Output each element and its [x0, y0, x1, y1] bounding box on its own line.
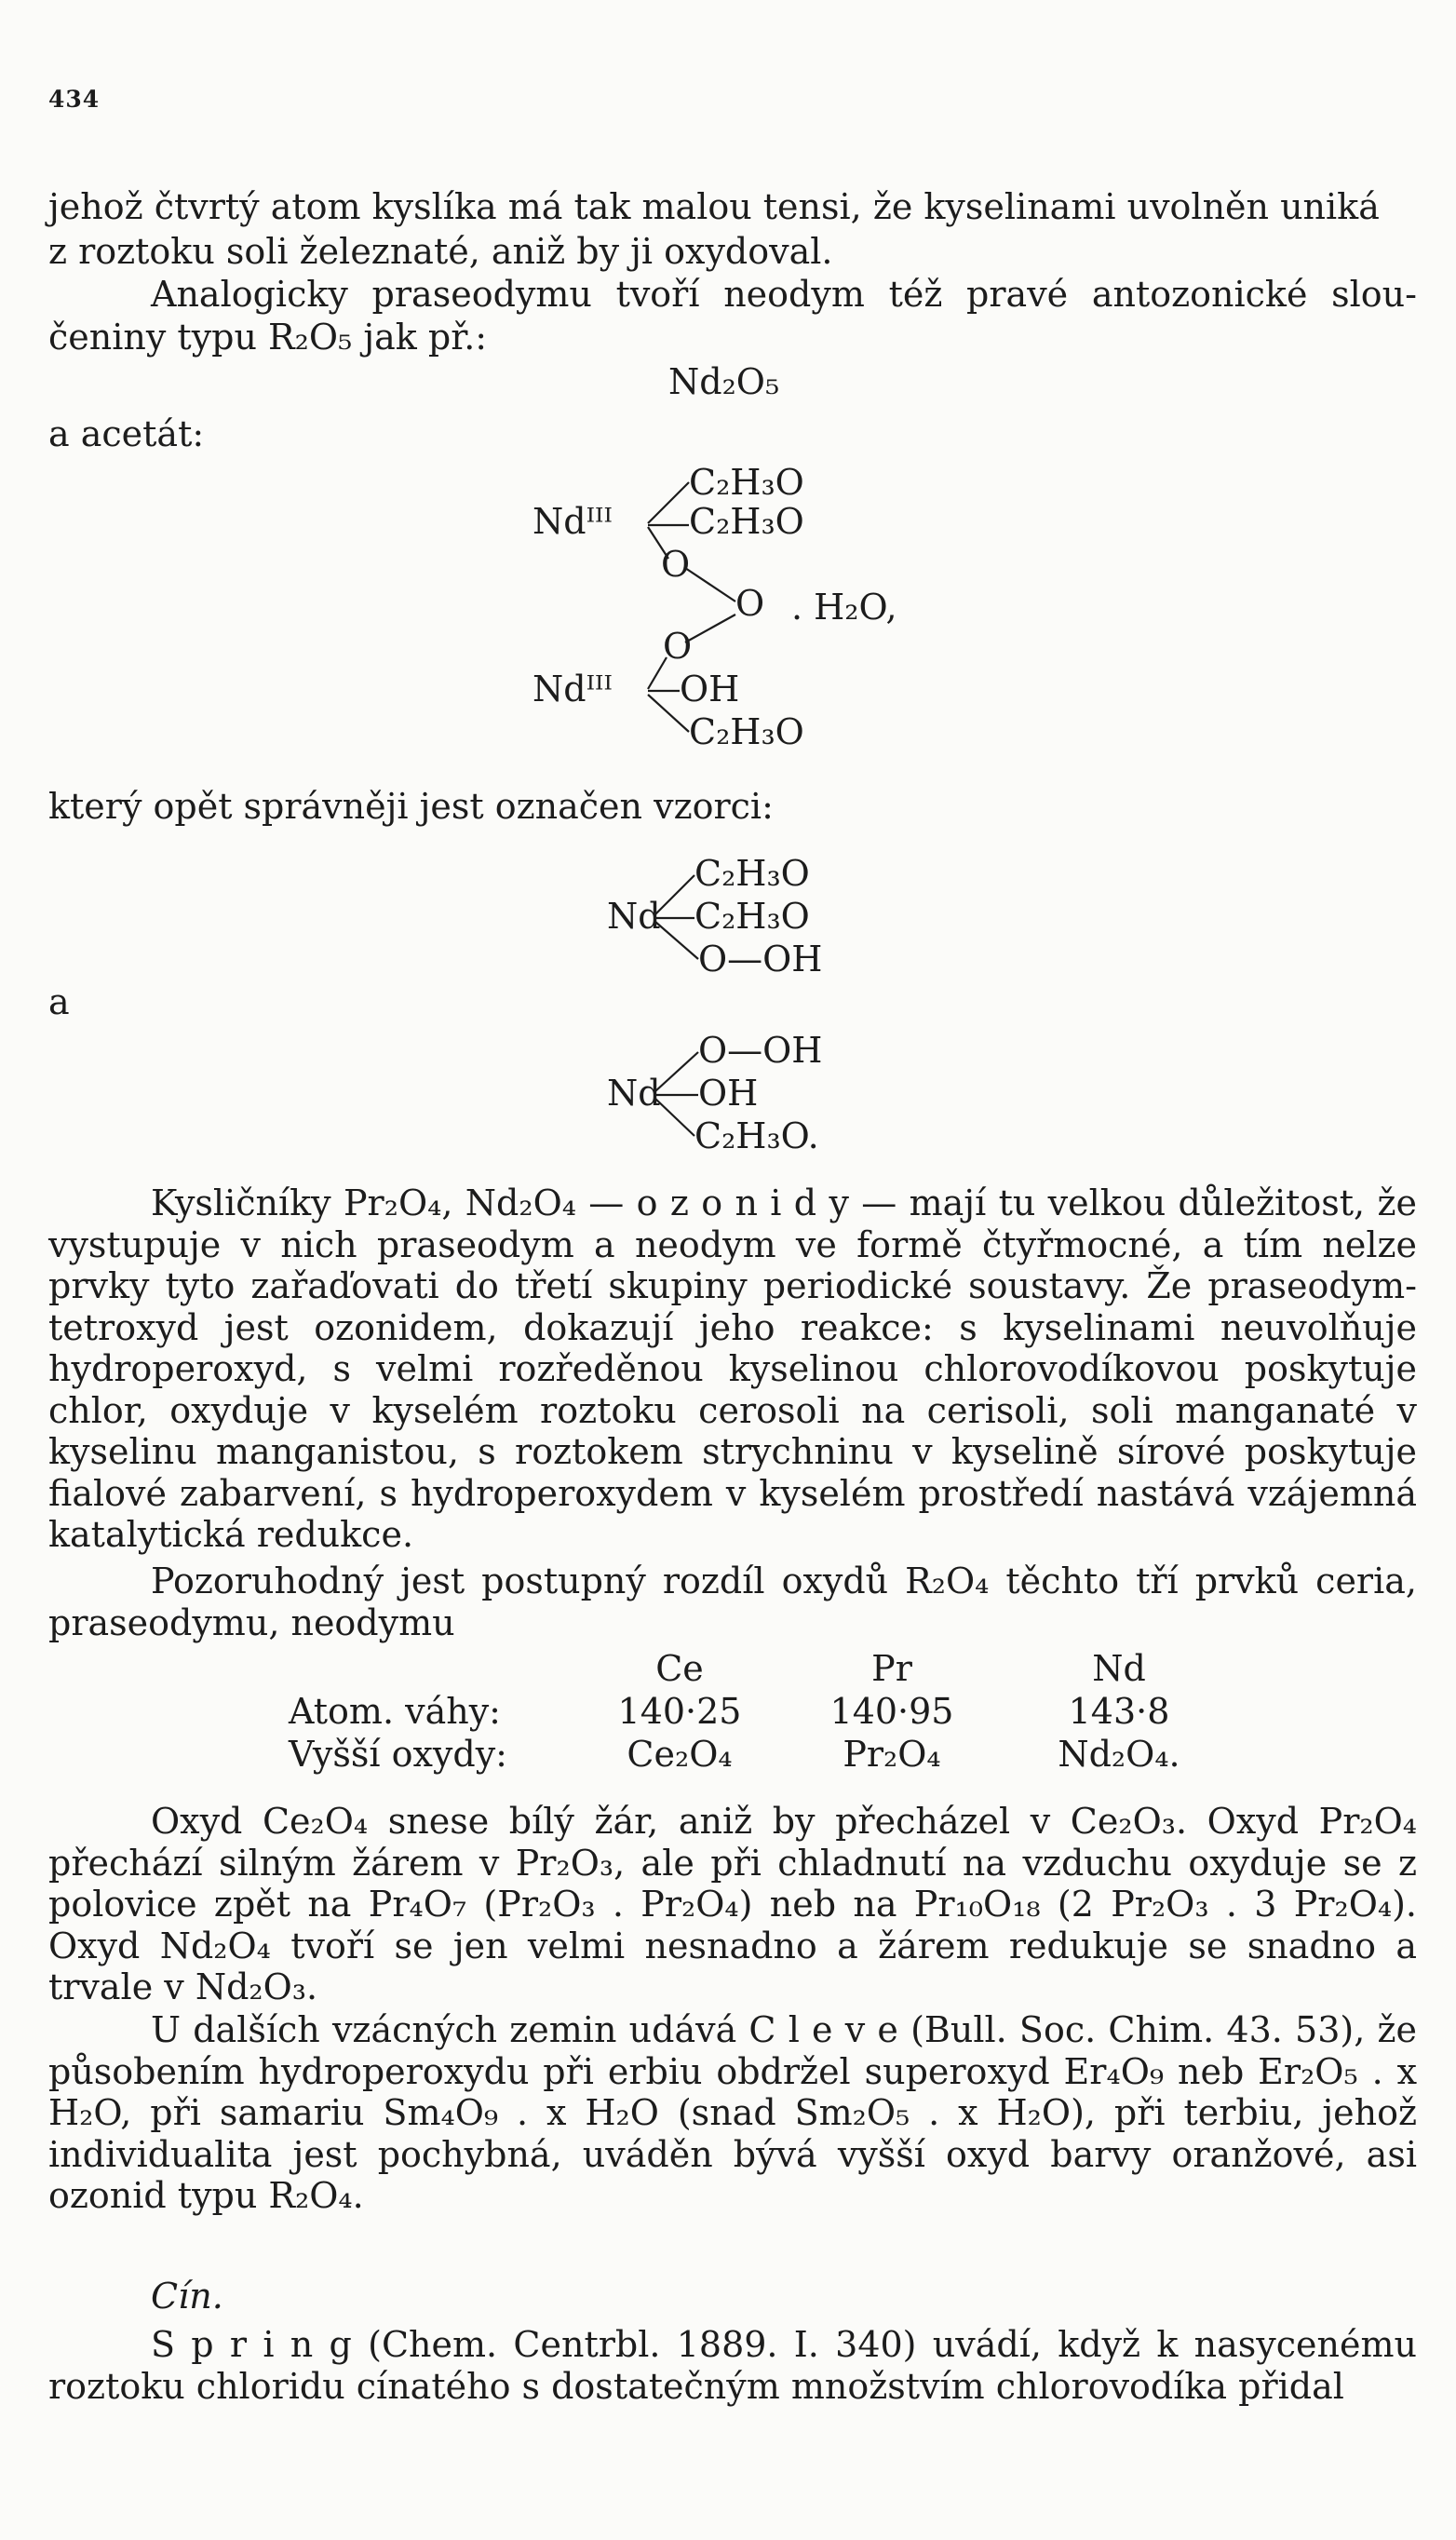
f3-ooh: O—OH: [698, 1030, 823, 1071]
intro-line-1: jehož čtvrtý atom kyslíka má tak malou tensi, že kyselinami uvolněn uniká: [48, 186, 1380, 227]
f1-oh: OH: [680, 669, 740, 709]
bond-line: [648, 695, 689, 732]
table-label-weights: Atom. váhy:: [289, 1691, 501, 1732]
f1-c2h3o-c: C₂H₃O: [689, 711, 804, 752]
f2-nd: Nd: [607, 896, 661, 937]
f1-nd-bottom: Ndᴵᴵᴵ: [533, 669, 613, 709]
a-label: a: [48, 981, 70, 1022]
f1-h2o: . H₂O,: [791, 587, 897, 628]
bond-line: [655, 1052, 698, 1091]
bond-line: [655, 1099, 694, 1136]
f3-c2h3o: C₂H₃O.: [694, 1115, 819, 1156]
table-oxide-nd: Nd₂O₄.: [1058, 1734, 1180, 1775]
table-header-ce: Ce: [655, 1648, 704, 1689]
section-heading-cin: Cín.: [151, 2276, 223, 2317]
f1-nd-top: Ndᴵᴵᴵ: [533, 501, 613, 542]
intro-line-4: čeniny typu R₂O₅ jak př.:: [48, 317, 488, 358]
table-oxide-pr: Pr₂O₄: [843, 1734, 941, 1775]
f3-nd: Nd: [607, 1073, 661, 1114]
f2-ooh: O—OH: [698, 939, 823, 980]
intro-line-3: Analogicky praseodymu tvoří neodym též pravé antozonické slou-: [151, 274, 1417, 315]
paragraph-ozonidy: Kysličníky Pr₂O₄, Nd₂O₄ — o z o n i d y — mají tu velkou důležitost, že vystupuje v nich praseodym a neodym ve formě čtyřmocné, a tím nelze prvky tyto zařaďovati do třetí skupiny periodické soustavy. Že praseodym-tetroxyd jest ozonidem, dokazují jeho reakce: s kyselinami neuvolňuje hydroperoxyd, s velmi rozředěnou kyselinou chlorovodíkovou poskytuje chlor, oxyduje v kyselém roztoku cerosoli na cerisoli, soli manganaté v kyselinu manganistou, s roztokem strychninu v kyselině sírové poskytuje fialové zabarvení, s hydroperoxydem v kyselém prostředí nastává vzájemná katalytická redukce.: [48, 1182, 1417, 1555]
f1-c2h3o-a: C₂H₃O: [689, 462, 804, 503]
paragraph-spring: S p r i n g (Chem. Centrbl. 1889. I. 340) uvádí, když k nasycenému roztoku chloridu cínatého s dostatečným množstvím chlorovodíka přidal: [48, 2324, 1417, 2407]
bond-line: [648, 527, 668, 559]
paragraph-rozdil: Pozoruhodný jest postupný rozdíl oxydů R₂O₄ těchto tří prvků ceria, praseodymu, neodymu: [48, 1560, 1417, 1643]
f1-o-low: O: [663, 626, 693, 667]
f3-oh: OH: [698, 1073, 759, 1114]
f2-c2h3o-b: C₂H₃O: [694, 896, 810, 937]
intro-line-2: z roztoku soli železnaté, aniž by ji oxydoval.: [48, 231, 833, 272]
bond-line: [655, 922, 698, 959]
which-line: který opět správněji jest označen vzorci:: [48, 786, 774, 827]
f2-c2h3o-a: C₂H₃O: [694, 853, 810, 894]
paragraph-oxyd: Oxyd Ce₂O₄ snese bílý žár, aniž by přecházel v Ce₂O₃. Oxyd Pr₂O₄ přechází silným žárem v Pr₂O₃, ale při chladnutí na vzduchu oxyduje se z polovice zpět na Pr₄O₇ (Pr₂O₃ . Pr₂O₄) neb na Pr₁₀O₁₈ (2 Pr₂O₃ . 3 Pr₂O₄). Oxyd Nd₂O₄ tvoří se jen velmi nesnadno a žárem redukuje se snadno a trvale v Nd₂O₃.: [48, 1801, 1417, 2007]
formula-nd2o5: Nd₂O₅: [668, 361, 780, 402]
table-weight-ce: 140·25: [617, 1691, 742, 1732]
paragraph-cleve: U dalších vzácných zemin udává C l e v e (Bull. Soc. Chim. 43. 53), že působením hydroperoxydu při erbiu obdržel superoxyd Er₄O₉ neb Er₂O₅ . x H₂O, při samariu Sm₄O₉ . x H₂O (snad Sm₂O₅ . x H₂O), při terbiu, jehož individualita jest pochybná, uváděn bývá vyšší oxyd barvy oranžové, asi ozonid typu R₂O₄.: [48, 2009, 1417, 2216]
page-number: 434: [48, 86, 101, 113]
table-weight-nd: 143·8: [1068, 1691, 1170, 1732]
table-header-pr: Pr: [871, 1648, 912, 1689]
f1-c2h3o-b: C₂H₃O: [689, 501, 804, 542]
table-oxide-ce: Ce₂O₄: [627, 1734, 733, 1775]
bond-line: [648, 482, 689, 523]
table-label-oxides: Vyšší oxydy:: [289, 1734, 507, 1775]
f1-o-top: O: [661, 544, 691, 585]
table-weight-pr: 140·95: [829, 1691, 954, 1732]
bond-line: [648, 657, 667, 689]
bond-line: [685, 568, 735, 601]
table-header-nd: Nd: [1092, 1648, 1146, 1689]
bond-line: [655, 875, 694, 914]
f1-o-mid: O: [735, 583, 765, 624]
acetate-label: a acetát:: [48, 413, 205, 454]
bond-line: [685, 615, 735, 642]
